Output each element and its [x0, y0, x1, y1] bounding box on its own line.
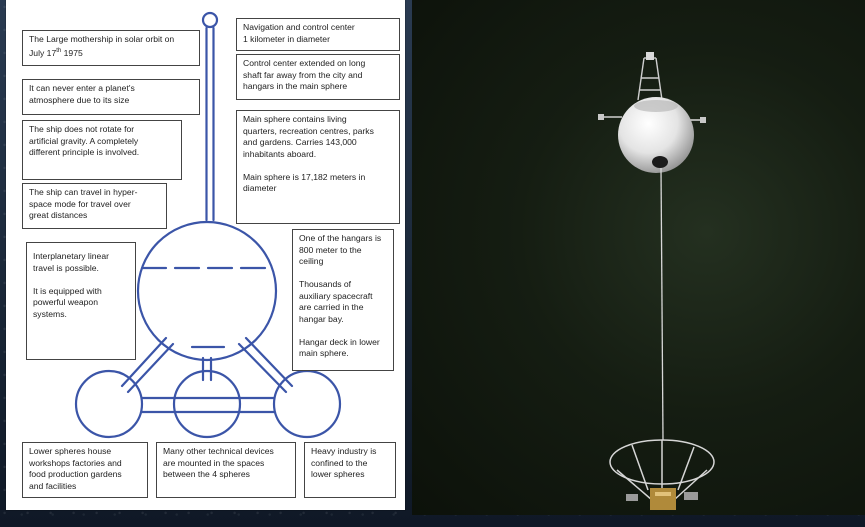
note-control-shaft: Control center extended on long shaft far away from the city and hangars in the main sphere	[236, 54, 400, 100]
control-center-sphere	[203, 13, 217, 27]
note-lower-spheres: Lower spheres house workshops factories and food production gardens and facilities	[22, 442, 148, 498]
note-no-rotation: The ship does not rotate for artificial gravity. A completely different principle is involved.	[22, 120, 182, 180]
note-navigation-center: Navigation and control center 1 kilometer in diameter	[236, 18, 400, 51]
ring-side-module-left	[626, 494, 638, 501]
lower-sphere-right	[274, 371, 340, 437]
note-mothership-orbit: The Large mothership in solar orbit on July 17th 1975	[22, 30, 200, 66]
spacecraft-photo	[412, 0, 865, 515]
note-technical-devices: Many other technical devices are mounted in the spaces between the 4 spheres	[156, 442, 296, 498]
lower-sphere-center	[174, 371, 240, 437]
bottom-port	[652, 156, 668, 168]
right-arm-tip	[700, 117, 706, 123]
note-hangars: One of the hangars is 800 meter to the ceiling Thousands of auxiliary spacecraft are carried in the hangar bay. Hangar deck in lower main sphere.	[292, 229, 394, 371]
ring-hub	[650, 488, 676, 510]
note-heavy-industry: Heavy industry is confined to the lower spheres	[304, 442, 396, 498]
note-main-sphere: Main sphere contains living quarters, recreation centres, parks and gardens. Carries 143,000 inhabitants aboard. Main sphere is 17,182 meters in diameter	[236, 110, 400, 224]
left-arm-tip	[598, 114, 604, 120]
note-atmosphere: It can never enter a planet's atmosphere due to its size	[22, 79, 200, 115]
top-mast	[638, 58, 662, 100]
spacecraft-photo-panel	[412, 0, 865, 515]
lower-sphere-left	[76, 371, 142, 437]
main-sphere	[138, 222, 276, 360]
mothership-sketch-panel	[6, 0, 405, 510]
ring-hub-detail	[655, 492, 671, 496]
note-hyperspace: The ship can travel in hyper- space mode for travel over great distances	[22, 183, 167, 229]
ring-side-module	[684, 492, 698, 500]
mast-tip	[646, 52, 654, 60]
upper-collar	[634, 100, 678, 112]
note-linear-travel-weapons: Interplanetary linear travel is possible. It is equipped with powerful weapon systems.	[26, 242, 136, 360]
long-shaft	[661, 168, 663, 440]
